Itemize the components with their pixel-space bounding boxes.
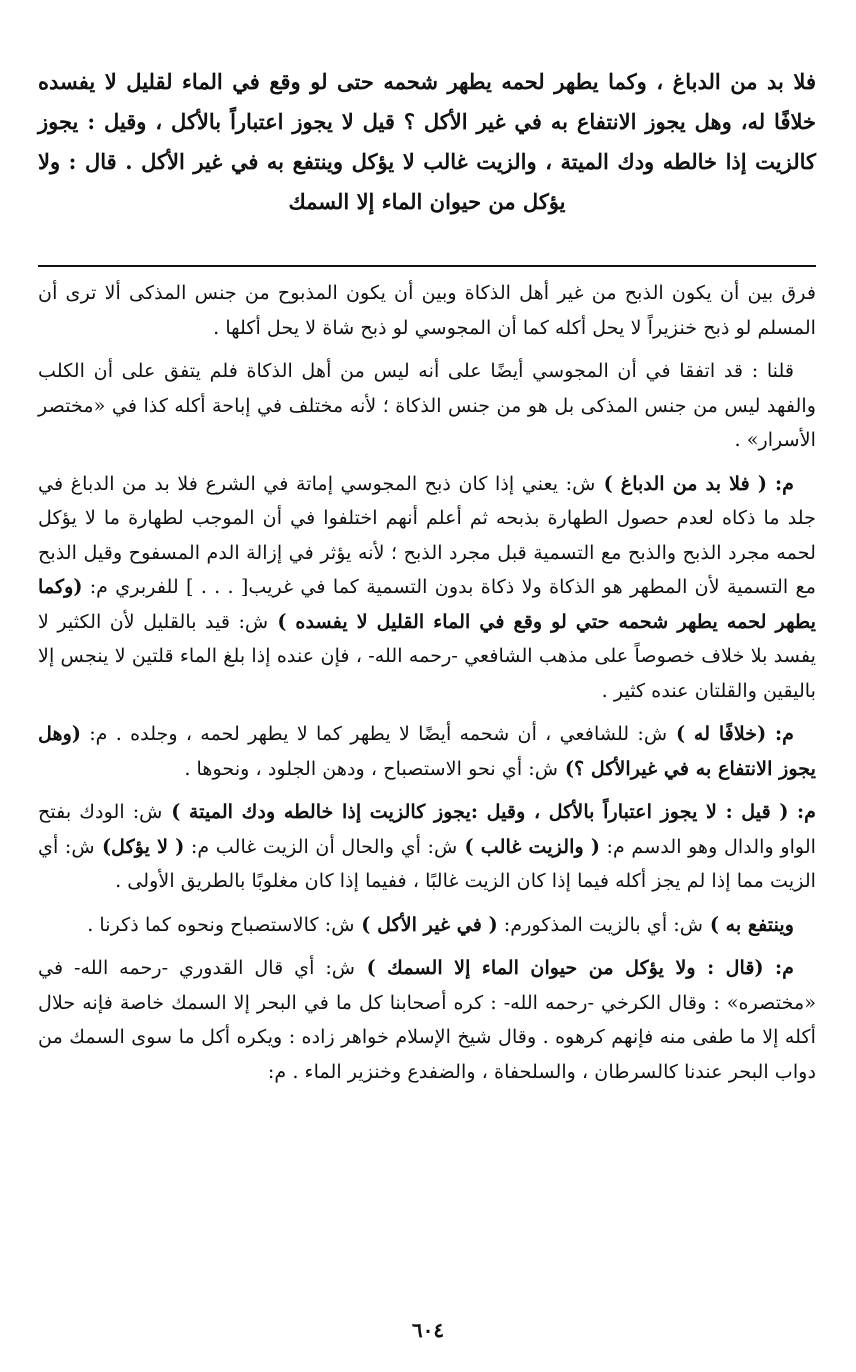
commentary bbox=[38, 276, 816, 1098]
commentary-text: ش: الودك بفتح الواو والدال وهو الدسم م: bbox=[38, 800, 817, 858]
matn-quote: م: (قال : ولا يؤكل من حيوان الماء إلا السمك ) bbox=[355, 956, 795, 979]
commentary-text: ش: أي والحال أن الزيت غالب م: bbox=[184, 834, 458, 858]
commentary-text: ش: كالاستصباح ونحوه كما ذكرنا . bbox=[87, 912, 355, 936]
matn-quote: ( والزيت غالب ) bbox=[457, 834, 600, 858]
commentary-text: ش: قيد بالقليل لأن الكثير لا يفسد بلا خلاف خصوصاً على مذهب الشافعي -رحمه الله- ، فإن عنده إذا بلغ الماء قلتين لا ينجس إلا باليقين والقلتان عنده كثير . bbox=[38, 609, 816, 702]
matn-quote: م: ( قيل : لا يجوز اعتباراً بالأكل ، وقيل :يجوز كالزيت إذا خالطه ودك الميتة ) bbox=[162, 800, 816, 823]
commentary-paragraph bbox=[38, 795, 816, 899]
commentary-paragraph bbox=[38, 951, 816, 1089]
commentary-text: ش: يعني إذا كان ذبح المجوسي إماتة في الشرع فلا بد من الدباغ في جلد ما ذكاه لعدم حصول الطهارة بذبحه ثم أعلم أنهم اختلفوا في أن الموجب لطهارة ما لا يؤكل لحمه مجرد الذبح والذبح مع التسمية قبل مجرد الذبح ؛ لأنه يؤثر في إزالة الدم المسفوح وقيل الذبح مع التسمية لأن المطهر هو الذكاة ولا ذكاة بدون التسمية كما في غريب[ . . . ] للفربري م: bbox=[38, 471, 816, 598]
matn-quote: م: ( فلا بد من الدباغ ) bbox=[595, 471, 794, 495]
separator-rule bbox=[38, 265, 816, 267]
matn-quote: (وهل يجوز الانتفاع به في غيرالأكل ؟) bbox=[38, 722, 816, 780]
page-number: ٦٠٤ bbox=[411, 1318, 445, 1342]
commentary-paragraph: قلنا : قد اتفقا في أن المجوسي أيضًا على أنه ليس من أهل الذكاة فلم يتفق على أن الكلب والفهد ليس من جنس المذكى بل هو من جنس الذكاة ؛ لأنه مختلف في إباحة أكله كذا في «مختصر الأسرار» . bbox=[38, 359, 816, 451]
matn-quote: ( في غير الأكل ) bbox=[354, 912, 498, 936]
commentary-paragraph: فرق بين أن يكون الذبح من غير أهل الذكاة وبين أن يكون المذبوح من جنس المذكى ألا ترى أن المسلم لو ذبح خنزيراً لا يحل أكله كما أن المجوسي لو ذبح شاة لا يحل أكلها . bbox=[38, 281, 816, 339]
matn-quote: وينتفع به ) bbox=[703, 912, 794, 936]
matn-quote: (وكما يطهر لحمه يطهر شحمه حتي لو وقع في الماء القليل لا يفسده ) bbox=[38, 575, 817, 633]
matn-quote: ( لا يؤكل) bbox=[94, 834, 185, 858]
commentary-text: ش: أي نحو الاستصباح ، ودهن الجلود ، ونحوها . bbox=[184, 756, 559, 780]
commentary-paragraph bbox=[38, 717, 816, 786]
commentary-text: ش: أي بالزيت المذكورم: bbox=[497, 912, 704, 936]
commentary-paragraph bbox=[38, 467, 816, 709]
commentary-text: ش: أي قال القدوري -رحمه الله- في «مختصره» : وقال الكرخي -رحمه الله- : كره أصحابنا كل ما في البحر إلا السمك خاصة فإنه حلال أكله إلا ما طفى منه فإنهم كرهوه . وقال شيخ الإسلام خواهر زاده : ويكره أكل ما سوى السمك من دواب البحر عندنا كالسرطان ، والسلحفاة ، والضفدع وخنزير الماء . م: bbox=[38, 956, 816, 1083]
matn-quote: م: (خلافًا له ) bbox=[667, 722, 794, 745]
commentary-paragraph bbox=[38, 908, 816, 943]
commentary-text: ش: للشافعي ، أن شحمه أيضًا لا يطهر كما لا يطهر لحمه ، وجلده . م: bbox=[81, 722, 668, 745]
main-text: فلا بد من الدباغ ، وكما يطهر لحمه يطهر شحمه حتى لو وقع في الماء لقليل لا يفسده خلافًا له، وهل يجوز الانتفاع به في غير الأكل ؟ قيل لا يجوز اعتباراً بالأكل ، وقيل : يجوز كالزيت إذا خالطه ودك الميتة ، والزيت غالب لا يؤكل وينتفع به في غير الأكل . قال : ولا يؤكل من حيوان الماء إلا السمك bbox=[38, 69, 816, 214]
commentary-text: ش: أي الزيت مما إذا لم يجز أكله فيما إذا كان الزيت غالبًا ، ففيما إذا كان مغلوبًا بالطريق الأولى . bbox=[38, 834, 816, 892]
